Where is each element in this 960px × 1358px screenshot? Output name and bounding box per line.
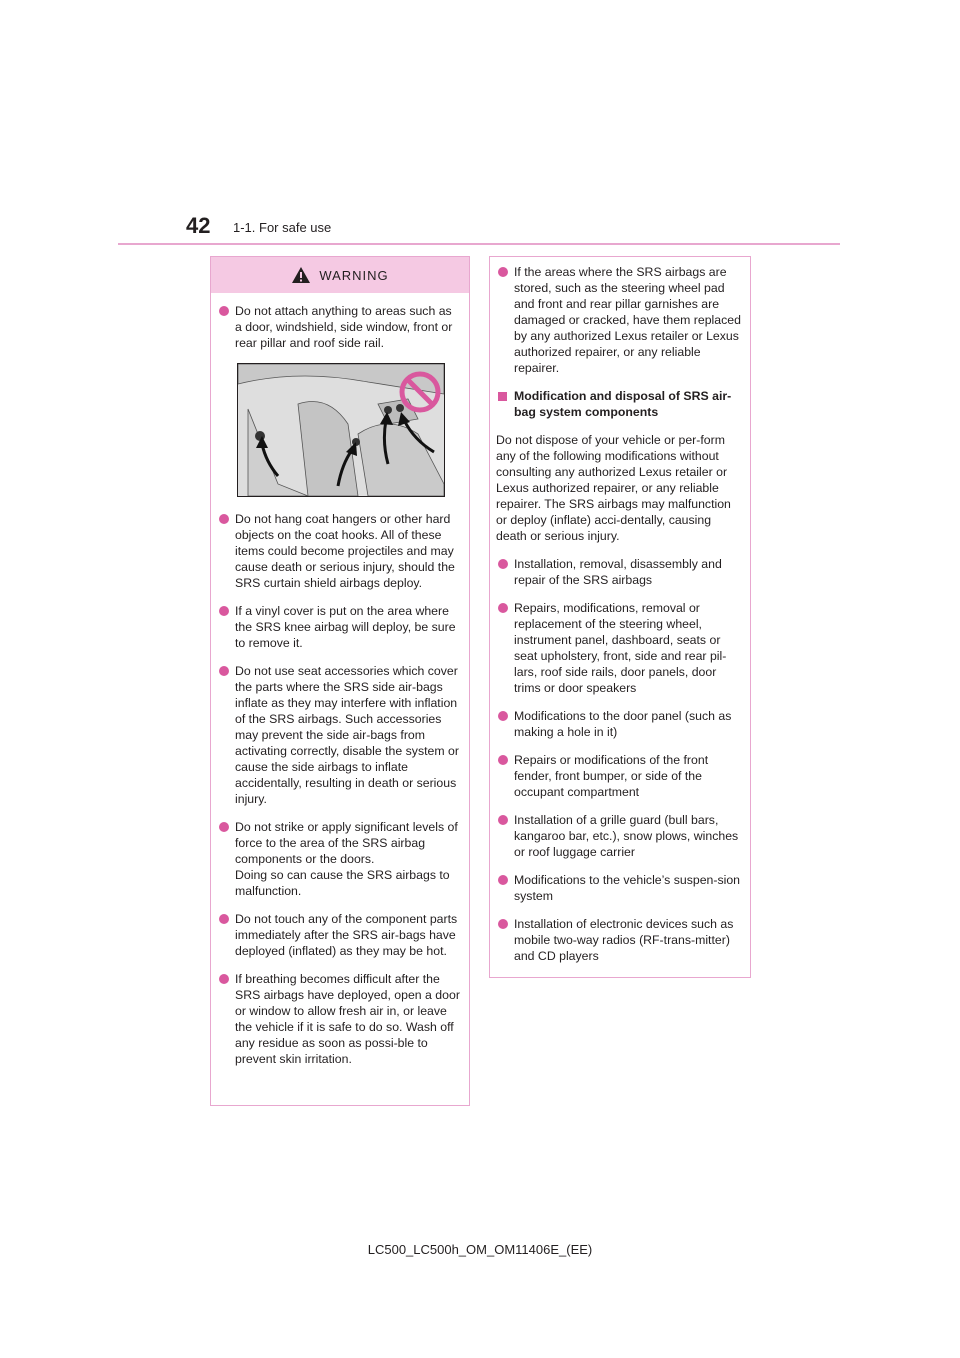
page-number: 42 xyxy=(186,213,211,238)
warning-item xyxy=(496,264,742,376)
warning-item xyxy=(217,511,461,591)
modification-item xyxy=(496,752,742,800)
modification-item-text: Modifications to the door panel (such as making a hole in it) xyxy=(514,709,732,739)
warning-item xyxy=(217,603,461,651)
warning-item-text: Do not touch any of the component parts immediately after the SRS air-bags have deployed (inflated) as they may be hot. xyxy=(235,912,458,958)
bullet-icon xyxy=(219,606,229,616)
modification-heading-text: Modification and disposal of SRS air-bag system components xyxy=(514,389,732,419)
bullet-icon xyxy=(219,974,229,984)
bullet-icon xyxy=(498,875,508,885)
warning-item xyxy=(217,819,461,899)
modification-item xyxy=(496,872,742,904)
bullet-icon xyxy=(498,755,508,765)
modification-item xyxy=(496,812,742,860)
warning-triangle-icon xyxy=(291,266,311,284)
modification-item-text: Repairs or modifications of the front fender, front bumper, or side of the occupant compartment xyxy=(514,753,709,799)
warning-item-text: If breathing becomes difficult after the SRS airbags have deployed, open a door or window to allow fresh air in, or leave the vehicle if it is safe to do so. Wash off any residue as soon as possi-ble to prevent skin irritation. xyxy=(235,972,460,1066)
airbag-area-illustration xyxy=(237,363,445,497)
warning-item-text: If the areas where the SRS airbags are stored, such as the steering wheel pad and front and rear pillar garnishes are damaged or cracked, have them replaced by any authorized Lexus retailer or Lexus authorized repairer, or any reliable repairer. xyxy=(514,265,741,375)
warning-title: WARNING xyxy=(319,267,389,283)
modification-item xyxy=(496,708,742,740)
warning-box-left xyxy=(210,256,470,1106)
modification-item-text: Installation of electronic devices such as mobile two-way radios (RF-trans-mitter) and CD players xyxy=(514,917,734,963)
bullet-icon xyxy=(498,919,508,929)
warning-item xyxy=(217,303,461,351)
warning-item xyxy=(217,911,461,959)
vehicle-interior-drawing xyxy=(238,364,444,496)
modification-item-text: Installation of a grille guard (bull bars, kangaroo bar, etc.), snow plows, winches or roof luggage carrier xyxy=(514,813,739,859)
bullet-icon xyxy=(219,666,229,676)
modification-item xyxy=(496,556,742,588)
modification-item-text: Modifications to the vehicle’s suspen-sion system xyxy=(514,873,741,903)
modification-item xyxy=(496,916,742,964)
bullet-icon xyxy=(219,514,229,524)
bullet-icon xyxy=(498,711,508,721)
warning-item-text: Do not attach anything to areas such as a door, windshield, side window, front or rear pillar and roof side rail. xyxy=(235,304,453,350)
bullet-icon xyxy=(498,815,508,825)
bullet-icon xyxy=(498,603,508,613)
warning-item xyxy=(217,971,461,1067)
bullet-icon xyxy=(219,914,229,924)
warning-box-right xyxy=(489,256,751,978)
bullet-icon xyxy=(219,306,229,316)
modification-item-text: Repairs, modifications, removal or replacement of the steering wheel, instrument panel, dashboard, seats or seat upholstery, front, side and rear pil-lars, roof side rails, door panels, door trims or door speakers xyxy=(514,601,727,695)
modification-item-text: Installation, removal, disassembly and repair of the SRS airbags xyxy=(514,557,722,587)
bullet-icon xyxy=(498,267,508,277)
bullet-icon xyxy=(498,559,508,569)
warning-header xyxy=(211,257,469,293)
square-bullet-icon xyxy=(498,392,507,401)
section-title: 1-1. For safe use xyxy=(233,220,332,235)
warning-item-text: Do not strike or apply significant levels of force to the area of the SRS airbag components or the doors. Doing so can cause the SRS airbags to malfunction. xyxy=(235,820,458,898)
bullet-icon xyxy=(219,822,229,832)
document-code: LC500_LC500h_OM_OM11406E_(EE) xyxy=(367,1242,593,1257)
modification-heading xyxy=(496,388,742,420)
warning-item-text: If a vinyl cover is put on the area where the SRS knee airbag will deploy, be sure to remove it. xyxy=(235,604,456,650)
modification-item xyxy=(496,600,742,696)
warning-item xyxy=(217,663,461,807)
header-rule xyxy=(118,243,840,245)
modification-intro: Do not dispose of your vehicle or per-form any of the following modifications without consulting any authorized Lexus retailer or Lexus authorized repairer, or any reliable repairer. The SRS airbags may malfunction or deploy (inflate) acci-dentally, causing death or serious injury. xyxy=(496,433,731,543)
warning-item-text: Do not use seat accessories which cover the parts where the SRS side air-bags inflate as they may interfere with inflation of the SRS airbags. Such accessories may prevent the side air-bags from activating correctly, disable the system or cause the side airbags to inflate accidentally, resulting in death or serious injury. xyxy=(235,664,459,806)
warning-item-text: Do not hang coat hangers or other hard objects on the coat hooks. All of these items could become projectiles and may cause death or serious injury, should the SRS curtain shield airbags deploy. xyxy=(235,512,455,590)
